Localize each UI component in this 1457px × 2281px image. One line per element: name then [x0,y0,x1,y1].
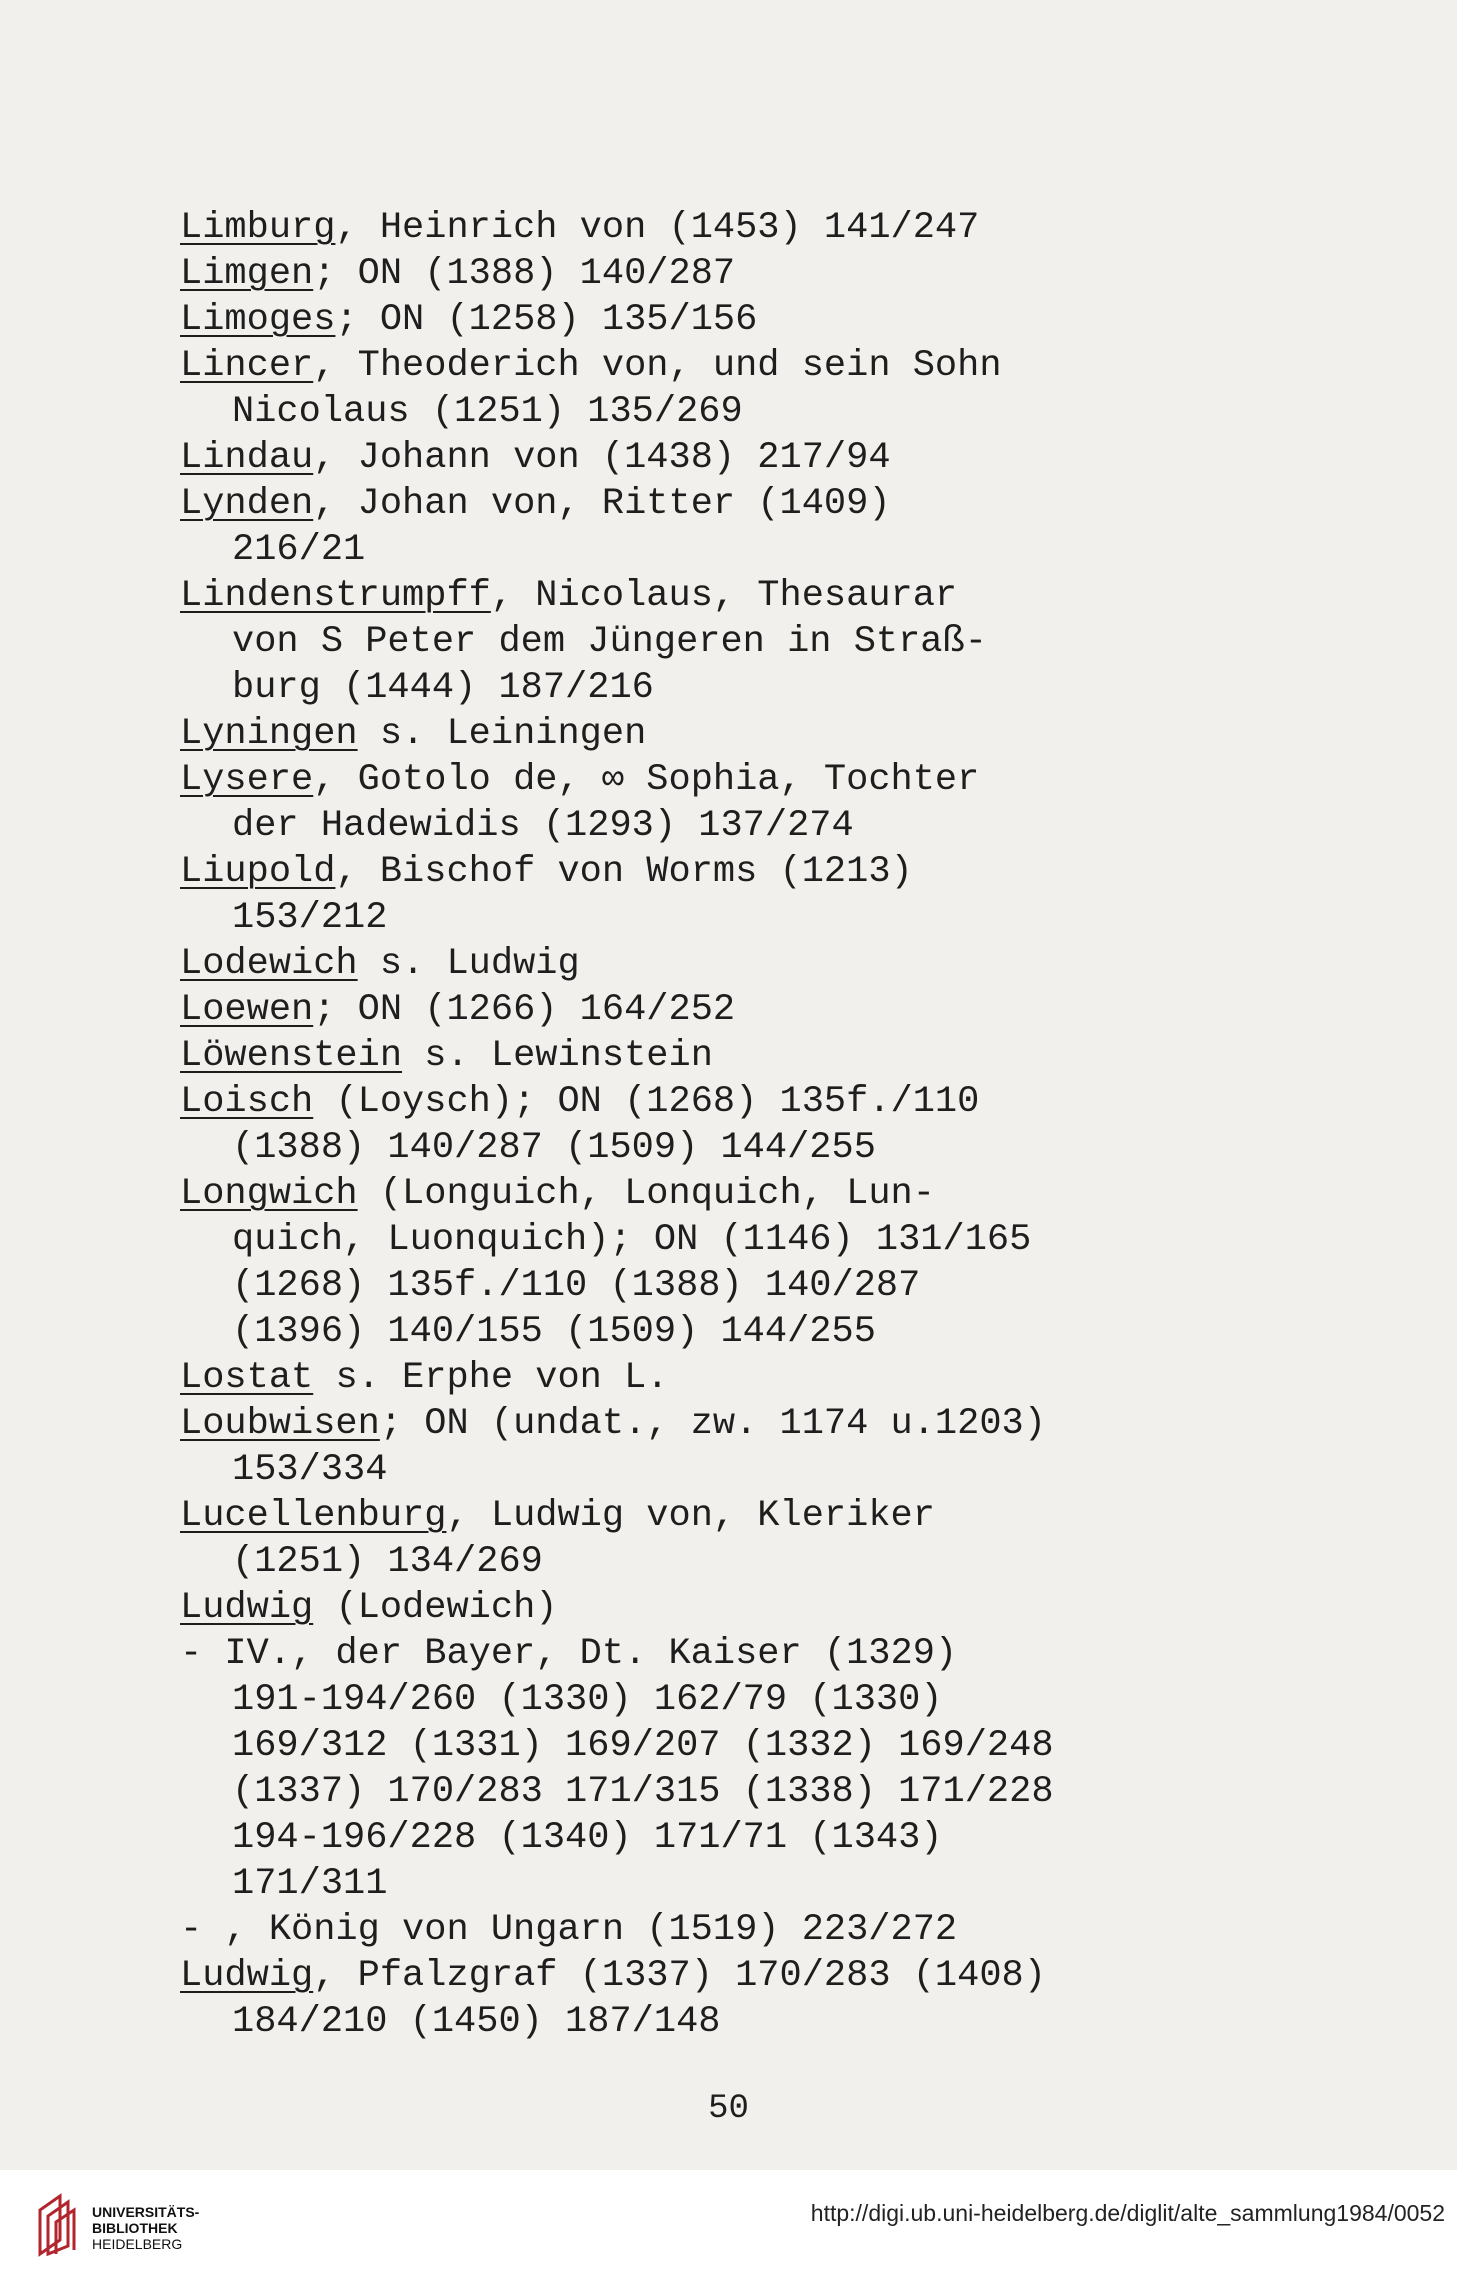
entry-headword: Lincer [180,345,314,387]
entry-text: ; ON (undat., zw. 1174 u.1203) [379,1403,1046,1445]
entry-text: , Heinrich von (1453) 141/247 [335,207,980,249]
index-entry-continuation [180,1263,1360,1309]
index-entry [180,1631,1360,1677]
entry-text: ; ON (1258) 135/156 [335,299,758,341]
entry-text: , Johann von (1438) 217/94 [313,437,891,479]
index-entry [180,481,1360,527]
entry-text: , Nicolaus, Thesaurar [490,575,958,617]
entry-headword: Lindau [180,437,314,479]
entry-headword: Lynden [180,483,314,525]
index-entry-continuation [180,1815,1360,1861]
entry-text: , Theoderich von, und sein Sohn [313,345,1002,387]
index-entry-continuation [180,1769,1360,1815]
index-entry-continuation [180,1723,1360,1769]
entry-headword: Limgen [180,253,314,295]
entry-text: 184/210 (1450) 187/148 [232,2001,721,2043]
entry-text: 153/334 [232,1449,388,1491]
entry-headword: Loubwisen [180,1403,380,1445]
page-number: 50 [708,2090,749,2128]
entry-text: (1388) 140/287 (1509) 144/255 [232,1127,876,1169]
index-entry [180,251,1360,297]
index-entry-continuation [180,619,1360,665]
index-entry [180,1585,1360,1631]
entry-text: (1268) 135f./110 (1388) 140/287 [232,1265,921,1307]
source-url[interactable]: http://digi.ub.uni-heidelberg.de/diglit/alte_sammlung1984/0052 [810,2200,1445,2226]
entry-text: ; ON (1388) 140/287 [313,253,736,295]
entry-headword: Ludwig [180,1955,314,1997]
entry-headword: Lysere [180,759,314,801]
entry-headword: Lucellenburg [180,1495,447,1537]
entry-text: (1251) 134/269 [232,1541,543,1583]
entry-text: von S Peter dem Jüngeren in Straß- [232,621,987,663]
entry-text: 169/312 (1331) 169/207 (1332) 169/248 [232,1725,1054,1767]
index-entry-continuation [180,665,1360,711]
index-entry [180,343,1360,389]
index-entry-continuation [180,389,1360,435]
index-entry [180,1401,1360,1447]
library-name [92,2204,199,2252]
entry-headword: Lostat [180,1357,314,1399]
entry-headword: Loisch [180,1081,314,1123]
entry-text: , Gotolo de, ∞ Sophia, Tochter [313,759,980,801]
index-entry [180,757,1360,803]
entry-text: 171/311 [232,1863,388,1905]
entry-headword: Ludwig [180,1587,314,1629]
index-entry-continuation [180,1447,1360,1493]
library-name-line3: HEIDELBERG [92,2236,183,2252]
index-entry [180,1953,1360,1999]
entry-headword: Limoges [180,299,336,341]
index-entry-continuation [180,527,1360,573]
entry-text: s. Erphe von L. [313,1357,669,1399]
entry-headword: Longwich [180,1173,358,1215]
index-entry-continuation [180,1861,1360,1907]
entry-headword: Lyningen [180,713,358,755]
index-entry [180,941,1360,987]
entry-headword: Loewen [180,989,314,1031]
entry-text: s. Lewinstein [402,1035,713,1077]
entry-text: , Bischof von Worms (1213) [335,851,913,893]
index-entry [180,1355,1360,1401]
index-entry-continuation [180,1999,1360,2045]
entry-text: - , König von Ungarn (1519) 223/272 [180,1909,958,1951]
index-entry-continuation [180,895,1360,941]
entry-text: 153/212 [232,897,388,939]
entry-text: (Loysch); ON (1268) 135f./110 [313,1081,980,1123]
index-entry [180,435,1360,481]
entry-headword: Liupold [180,851,336,893]
library-name-line2: BIBLIOTHEK [92,2220,178,2236]
entry-text: ; ON (1266) 164/252 [313,989,736,1031]
entry-headword: Löwenstein [180,1035,403,1077]
index-entry [180,1033,1360,1079]
index-entry [180,711,1360,757]
entry-text: (Longuich, Lonquich, Lun- [357,1173,935,1215]
index-entry [180,573,1360,619]
entry-text: , Ludwig von, Kleriker [446,1495,935,1537]
index-entry [180,297,1360,343]
entry-text: , Pfalzgraf (1337) 170/283 (1408) [313,1955,1046,1997]
index-entry-continuation [180,1539,1360,1585]
entry-headword: Lodewich [180,943,358,985]
entry-text: der Hadewidis (1293) 137/274 [232,805,854,847]
entry-text: Nicolaus (1251) 135/269 [232,391,743,433]
entry-text: 194-196/228 (1340) 171/71 (1343) [232,1817,943,1859]
index-entry [180,1171,1360,1217]
library-name-line1: UNIVERSITÄTS- [92,2204,200,2220]
entry-text: , Johan von, Ritter (1409) [313,483,891,525]
footer-bar [0,2170,1457,2281]
index-entry-continuation [180,1125,1360,1171]
entry-text: (1396) 140/155 (1509) 144/255 [232,1311,876,1353]
index-entry [180,1493,1360,1539]
index-entry [180,987,1360,1033]
index-entries [180,205,1360,2045]
index-entry [180,1907,1360,1953]
entry-text: s. Ludwig [357,943,580,985]
index-entry-continuation [180,803,1360,849]
entry-text: s. Leiningen [357,713,647,755]
entry-text: 191-194/260 (1330) 162/79 (1330) [232,1679,943,1721]
index-entry [180,849,1360,895]
entry-text: burg (1444) 187/216 [232,667,654,709]
entry-text: (Lodewich) [313,1587,558,1629]
index-entry-continuation [180,1677,1360,1723]
index-entry [180,205,1360,251]
entry-text: quich, Luonquich); ON (1146) 131/165 [232,1219,1032,1261]
index-entry-continuation [180,1217,1360,1263]
index-entry [180,1079,1360,1125]
entry-text: 216/21 [232,529,366,571]
index-entry-continuation [180,1309,1360,1355]
entry-headword: Limburg [180,207,336,249]
library-logo-icon [34,2192,78,2258]
entry-text: (1337) 170/283 171/315 (1338) 171/228 [232,1771,1054,1813]
entry-headword: Lindenstrumpff [180,575,491,617]
entry-text: - IV., der Bayer, Dt. Kaiser (1329) [180,1633,958,1675]
